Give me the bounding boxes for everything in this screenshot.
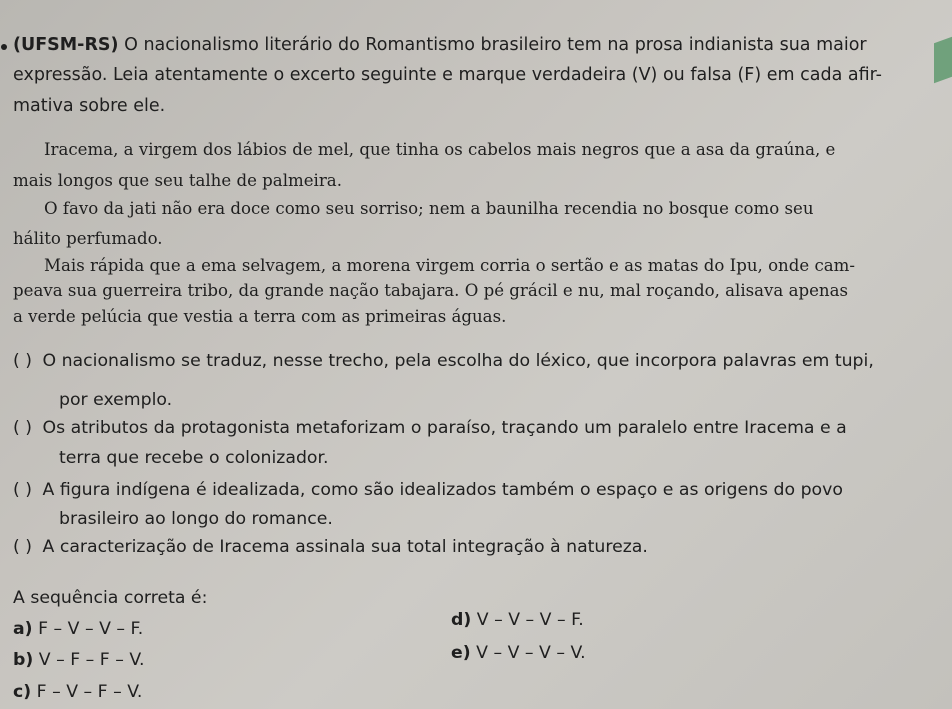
option-d-text: V – V – V – F.: [476, 610, 584, 630]
excerpt-line-5: Mais rápida que a ema selvagem, a morena virgem corria o sertão e as matas do Ipu, onde cam-: [44, 256, 855, 275]
excerpt-line-2: mais longos que seu talhe de palmeira.: [13, 171, 342, 190]
statement-3-line-1: [13, 482, 843, 499]
answer-prompt: A sequência correta é:: [13, 588, 208, 608]
statement-4-text: A caracterização de Iracema assinala sua total integração à natureza.: [42, 537, 648, 557]
excerpt-line-3: O favo da jati não era doce como seu sorriso; nem a baunilha recendia no bosque como seu: [44, 199, 814, 218]
question-intro-text-1: O nacionalismo literário do Romantismo brasileiro tem na prosa indianista sua maior: [124, 35, 867, 55]
statement-4-blank: ( ): [13, 537, 32, 557]
statement-3-line-2: brasileiro ao longo do romance.: [59, 509, 333, 529]
option-a-letter: a): [13, 619, 33, 639]
statement-3-blank: ( ): [13, 480, 32, 500]
option-b-text: V – F – F – V.: [38, 650, 145, 670]
option-e-text: V – V – V – V.: [476, 643, 586, 663]
option-a-text: F – V – V – F.: [38, 619, 144, 639]
statement-2-line-2: terra que recebe o colonizador.: [59, 448, 329, 468]
option-a: [13, 621, 143, 638]
statement-2-line-1: [13, 420, 847, 437]
excerpt-line-6: peava sua guerreira tribo, da grande nação tabajara. O pé grácil e nu, mal roçando, alisava apenas: [13, 281, 849, 300]
excerpt-line-1: Iracema, a virgem dos lábios de mel, que tinha os cabelos mais negros que a asa da graúna, e: [44, 140, 836, 159]
page-edge-shadow: [934, 37, 952, 84]
statement-1-text: O nacionalismo se traduz, nesse trecho, pela escolha do léxico, que incorpora palavras em tupi,: [42, 351, 874, 371]
option-d-letter: d): [451, 610, 472, 630]
option-d: [451, 612, 584, 629]
option-b-letter: b): [13, 650, 34, 670]
option-c-text: F – V – F – V.: [36, 682, 143, 702]
question-intro-line-1: [13, 37, 867, 55]
statement-1-line-2: por exemplo.: [59, 390, 173, 410]
option-e: [451, 645, 586, 662]
statement-2-text: Os atributos da protagonista metaforizam o paraíso, traçando um paralelo entre Iracema e a: [42, 418, 847, 438]
question-source: (UFSM-RS): [13, 35, 119, 55]
statement-3-text: A figura indígena é idealizada, como são idealizados também o espaço e as origens do povo: [42, 480, 843, 500]
option-c: [13, 684, 142, 701]
option-c-letter: c): [13, 682, 32, 702]
statement-1-line-1: [13, 353, 874, 370]
question-intro-line-3: mativa sobre ele.: [13, 96, 166, 116]
statement-1-blank: ( ): [13, 351, 32, 371]
option-b: [13, 652, 144, 669]
option-e-letter: e): [451, 643, 471, 663]
question-bullet: [1, 44, 7, 50]
excerpt-line-7: a verde pelúcia que vestia a terra com as primeiras águas.: [13, 307, 507, 326]
statement-4-line-1: [13, 539, 648, 556]
statement-2-blank: ( ): [13, 418, 32, 438]
excerpt-line-4: hálito perfumado.: [13, 229, 163, 248]
question-intro-line-2: expressão. Leia atentamente o excerto seguinte e marque verdadeira (V) ou falsa (F) em cada afir-: [13, 65, 883, 85]
